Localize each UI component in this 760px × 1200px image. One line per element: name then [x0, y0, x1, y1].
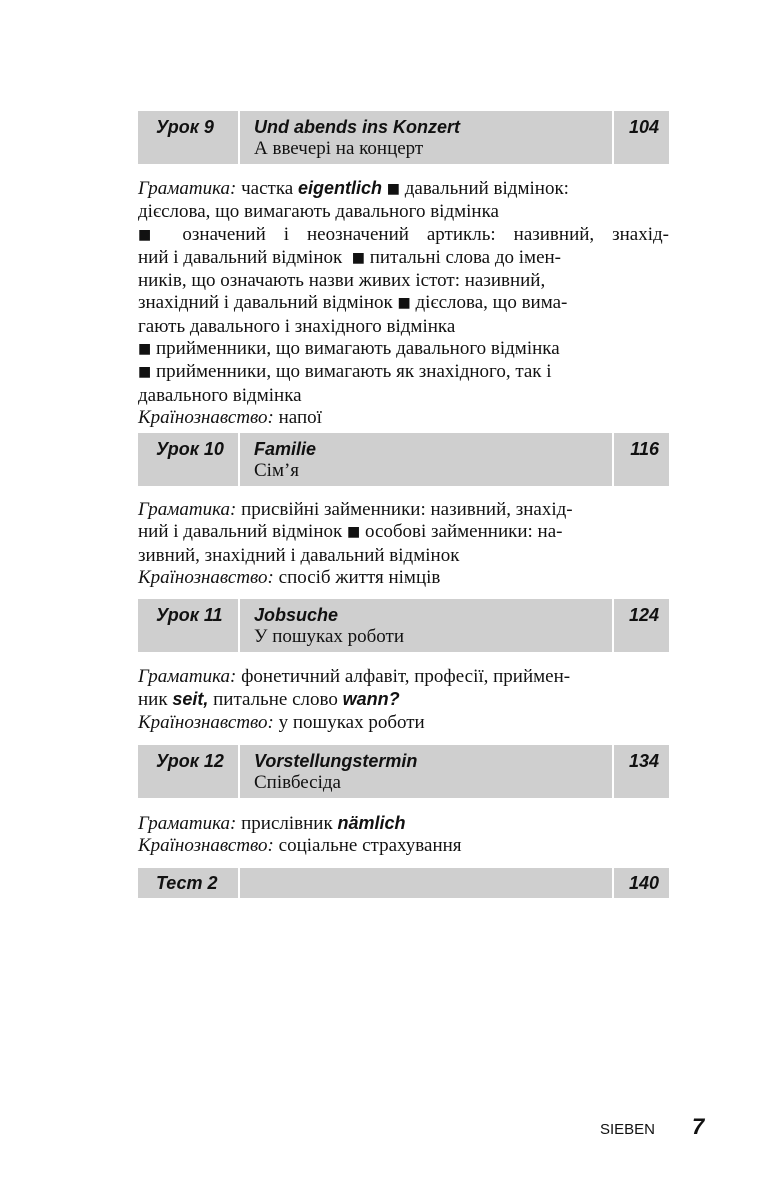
lesson-title-uk: А ввечері на концерт [254, 138, 424, 159]
lesson-title-de: Und abends ins Konzert [254, 117, 461, 137]
bullet-square-icon: ■ [138, 341, 152, 358]
bullet-square-icon: ■ [397, 295, 411, 312]
lesson-header-9 [138, 111, 669, 164]
lesson-description-11: Граматика: фонетичний алфавіт, професії, приймен- ник seit, питальне слово wann? Країнознавство: у пошуках роботи [138, 666, 571, 733]
country-studies-label: Країнознавство: [138, 835, 274, 857]
bullet-square-icon: ■ [138, 226, 165, 243]
grammar-label: Граматика: [138, 666, 237, 687]
grammar-label: Граматика: [138, 813, 237, 834]
lesson-page-number: 124 [628, 605, 659, 625]
lesson-title-de: Jobsuche [254, 605, 339, 625]
keyword: seit, [172, 689, 209, 710]
test-page-number: 140 [628, 873, 659, 893]
lesson-description-12: Граматика: прислівник nämlich Країнознавство: соціальне страхування [138, 813, 462, 857]
lesson-number: Урок 12 [156, 751, 224, 771]
grammar-label: Граматика: [138, 178, 237, 199]
test-label: Тест 2 [156, 873, 218, 893]
lesson-title-uk: У пошуках роботи [254, 626, 405, 647]
test-header [138, 868, 669, 898]
country-studies-label: Країнознавство: [138, 566, 274, 588]
lesson-header-12 [138, 745, 669, 798]
lesson-title-de: Vorstellungstermin [254, 751, 418, 771]
country-studies-label: Країнознавство: [138, 406, 274, 428]
lesson-description-10: Граматика: присвійні займенники: називний, знахід- ний і давальний відмінок ■ особові займенники: на- зивний, знахідний і давальний відмінок Країнознавство: спосіб життя німців [138, 499, 573, 588]
lesson-number: Урок 10 [156, 439, 224, 459]
lesson-description-9: Граматика: частка eigentlich ■ давальний відмінок: дієслова, що вимагають давального відмінка ■ означений і неозначений артикль: називний, знахід- ний і давальний відмінок ■ питальні слова до імен- ників, що означають назви живих істот: називний, знахідний і давальний відмінок ■ дієслова, що вима- гають давального і знахідного відмінка ■ прийменники, що вимагають давального відмінка ■ прийменники, що вимагають як знахідного, так і давального відмінка Країнознавство: напої [138, 178, 670, 428]
lesson-header-11 [138, 599, 669, 652]
lesson-number: Урок 9 [156, 117, 214, 137]
keyword: wann? [342, 689, 400, 710]
lesson-number: Урок 11 [156, 605, 223, 625]
page-number-word: SIEBEN [600, 1121, 656, 1138]
lesson-page-number: 104 [628, 117, 659, 137]
bullet-square-icon: ■ [386, 181, 400, 197]
country-studies-label: Країнознавство: [138, 711, 274, 733]
lesson-header-10 [138, 433, 669, 486]
page-number: 7 [692, 1114, 705, 1139]
lesson-title-uk: Співбесіда [254, 772, 341, 793]
lesson-title-uk: Сім’я [254, 460, 300, 481]
lesson-page-number: 116 [630, 439, 659, 459]
lesson-page-number: 134 [628, 751, 659, 771]
lesson-title-de: Familie [254, 439, 317, 459]
bullet-square-icon: ■ [346, 524, 361, 541]
keyword: eigentlich [297, 178, 382, 198]
keyword: nämlich [337, 813, 406, 833]
grammar-label: Граматика: [138, 499, 237, 520]
bullet-square-icon: ■ [351, 249, 365, 266]
bullet-square-icon: ■ [138, 364, 152, 381]
